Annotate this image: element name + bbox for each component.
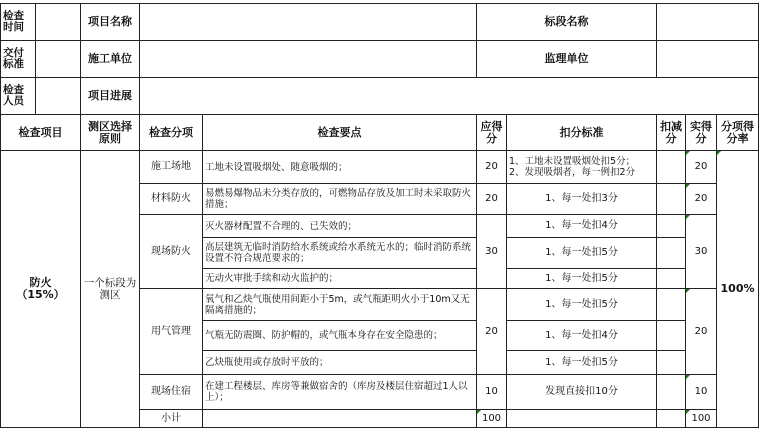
label-delivery-standard: 交付标准 xyxy=(1,41,36,78)
section-title: 防火 xyxy=(29,276,52,289)
col-header-sub: 检查分项 xyxy=(140,115,203,151)
label-section-name: 标段名称 xyxy=(477,4,657,41)
subtotal-deduct[interactable] xyxy=(657,410,686,428)
deduct-value[interactable] xyxy=(657,321,686,351)
supervision-unit-value[interactable] xyxy=(657,41,759,78)
section-name-value[interactable] xyxy=(657,4,759,41)
col-header-item: 检查项目 xyxy=(1,115,81,151)
sub-item: 现场防火 xyxy=(140,215,203,289)
label-project-name: 项目名称 xyxy=(81,4,140,41)
col-header-rate: 分项得分率 xyxy=(717,115,759,151)
check-point: 无动火审批手续和动火监护的； xyxy=(203,269,477,289)
col-header-actual: 实得分 xyxy=(686,115,717,151)
deduct-standard: 1、每一处扣4分 xyxy=(507,215,657,238)
deduct-standard: 1、每一处扣5分 xyxy=(507,238,657,269)
sub-item: 材料防火 xyxy=(140,184,203,215)
project-progress-value[interactable] xyxy=(140,78,759,115)
construction-unit-value[interactable] xyxy=(140,41,477,78)
check-point: 易燃易爆物品未分类存放的，可燃物品存放及加工时未采取防火措施； xyxy=(203,184,477,215)
check-point: 工地未设置吸烟处、随意吸烟的； xyxy=(203,151,477,184)
deduct-standard: 1、每一处扣5分 xyxy=(507,351,657,375)
check-point: 灭火器材配置不合理的、已失效的； xyxy=(203,215,477,238)
check-point: 氧气和乙炔气瓶使用间距小于5m，或气瓶距明火小于10m又无隔离措施的； xyxy=(203,289,477,321)
deduct-standard: 1、每一处扣5分 xyxy=(507,289,657,321)
label-inspector: 检查人员 xyxy=(1,78,36,115)
inspector-value[interactable] xyxy=(36,78,81,115)
due-score: 30 xyxy=(477,215,507,289)
col-header-points: 检查要点 xyxy=(203,115,477,151)
due-score: 20 xyxy=(477,151,507,184)
deduct-standard: 发现直接扣10分 xyxy=(507,375,657,410)
delivery-standard-value[interactable] xyxy=(36,41,81,78)
subtotal-actual[interactable]: 100 xyxy=(686,410,717,428)
actual-score[interactable]: 20 xyxy=(686,184,717,215)
check-point: 在建工程楼层、库房等兼做宿舍的（库房及楼层住宿超过1人以上）； xyxy=(203,375,477,410)
sub-item: 用气管理 xyxy=(140,289,203,375)
deduct-value[interactable] xyxy=(657,151,686,184)
sub-item: 施工场地 xyxy=(140,151,203,184)
section-rate: 100% xyxy=(717,151,759,428)
col-header-std: 扣分标准 xyxy=(507,115,657,151)
inspection-table xyxy=(0,3,759,428)
actual-score[interactable]: 20 xyxy=(686,151,717,184)
deduct-value[interactable] xyxy=(657,375,686,410)
subtotal-label: 小计 xyxy=(140,410,203,428)
label-construction-unit: 施工单位 xyxy=(81,41,140,78)
table-row xyxy=(1,151,759,184)
deduct-value[interactable] xyxy=(657,351,686,375)
deduct-value[interactable] xyxy=(657,269,686,289)
deduct-standard: 1、每一处扣4分 xyxy=(507,321,657,351)
due-score: 20 xyxy=(477,289,507,375)
section-weight: （15%） xyxy=(16,288,65,301)
actual-score[interactable]: 30 xyxy=(686,215,717,289)
deduct-standard: 1、每一处扣3分 xyxy=(507,184,657,215)
zone-rule: 一个标段为测区 xyxy=(81,151,140,428)
project-name-value[interactable] xyxy=(140,4,477,41)
due-score: 20 xyxy=(477,184,507,215)
col-header-zone: 测区选择原则 xyxy=(81,115,140,151)
deduct-standard: 1、每一处扣5分 xyxy=(507,269,657,289)
inspection-time-value[interactable] xyxy=(36,4,81,41)
section-name xyxy=(1,151,81,428)
check-point: 乙炔瓶使用或存放时平放的； xyxy=(203,351,477,375)
check-point: 高层建筑无临时消防给水系统或给水系统无水的；临时消防系统设置不符合规范要求的； xyxy=(203,238,477,269)
deduct-value[interactable] xyxy=(657,215,686,238)
label-inspection-time: 检查时间 xyxy=(1,4,36,41)
col-header-due: 应得分 xyxy=(477,115,507,151)
col-header-deduct: 扣减分 xyxy=(657,115,686,151)
deduct-value[interactable] xyxy=(657,289,686,321)
due-score: 10 xyxy=(477,375,507,410)
label-supervision-unit: 监理单位 xyxy=(477,41,657,78)
deduct-standard: 1、工地未设置吸烟处扣5分； 2、发现吸烟者，每一例扣2分 xyxy=(507,151,657,184)
actual-score[interactable]: 20 xyxy=(686,289,717,375)
subtotal-due: 100 xyxy=(477,410,507,428)
sub-item: 现场住宿 xyxy=(140,375,203,410)
check-point: 气瓶无防震圈、防护帽的，或气瓶本身存在安全隐患的； xyxy=(203,321,477,351)
deduct-value[interactable] xyxy=(657,184,686,215)
label-project-progress: 项目进展 xyxy=(81,78,140,115)
subtotal-points xyxy=(203,410,477,428)
subtotal-std xyxy=(507,410,657,428)
actual-score[interactable]: 10 xyxy=(686,375,717,410)
deduct-value[interactable] xyxy=(657,238,686,269)
